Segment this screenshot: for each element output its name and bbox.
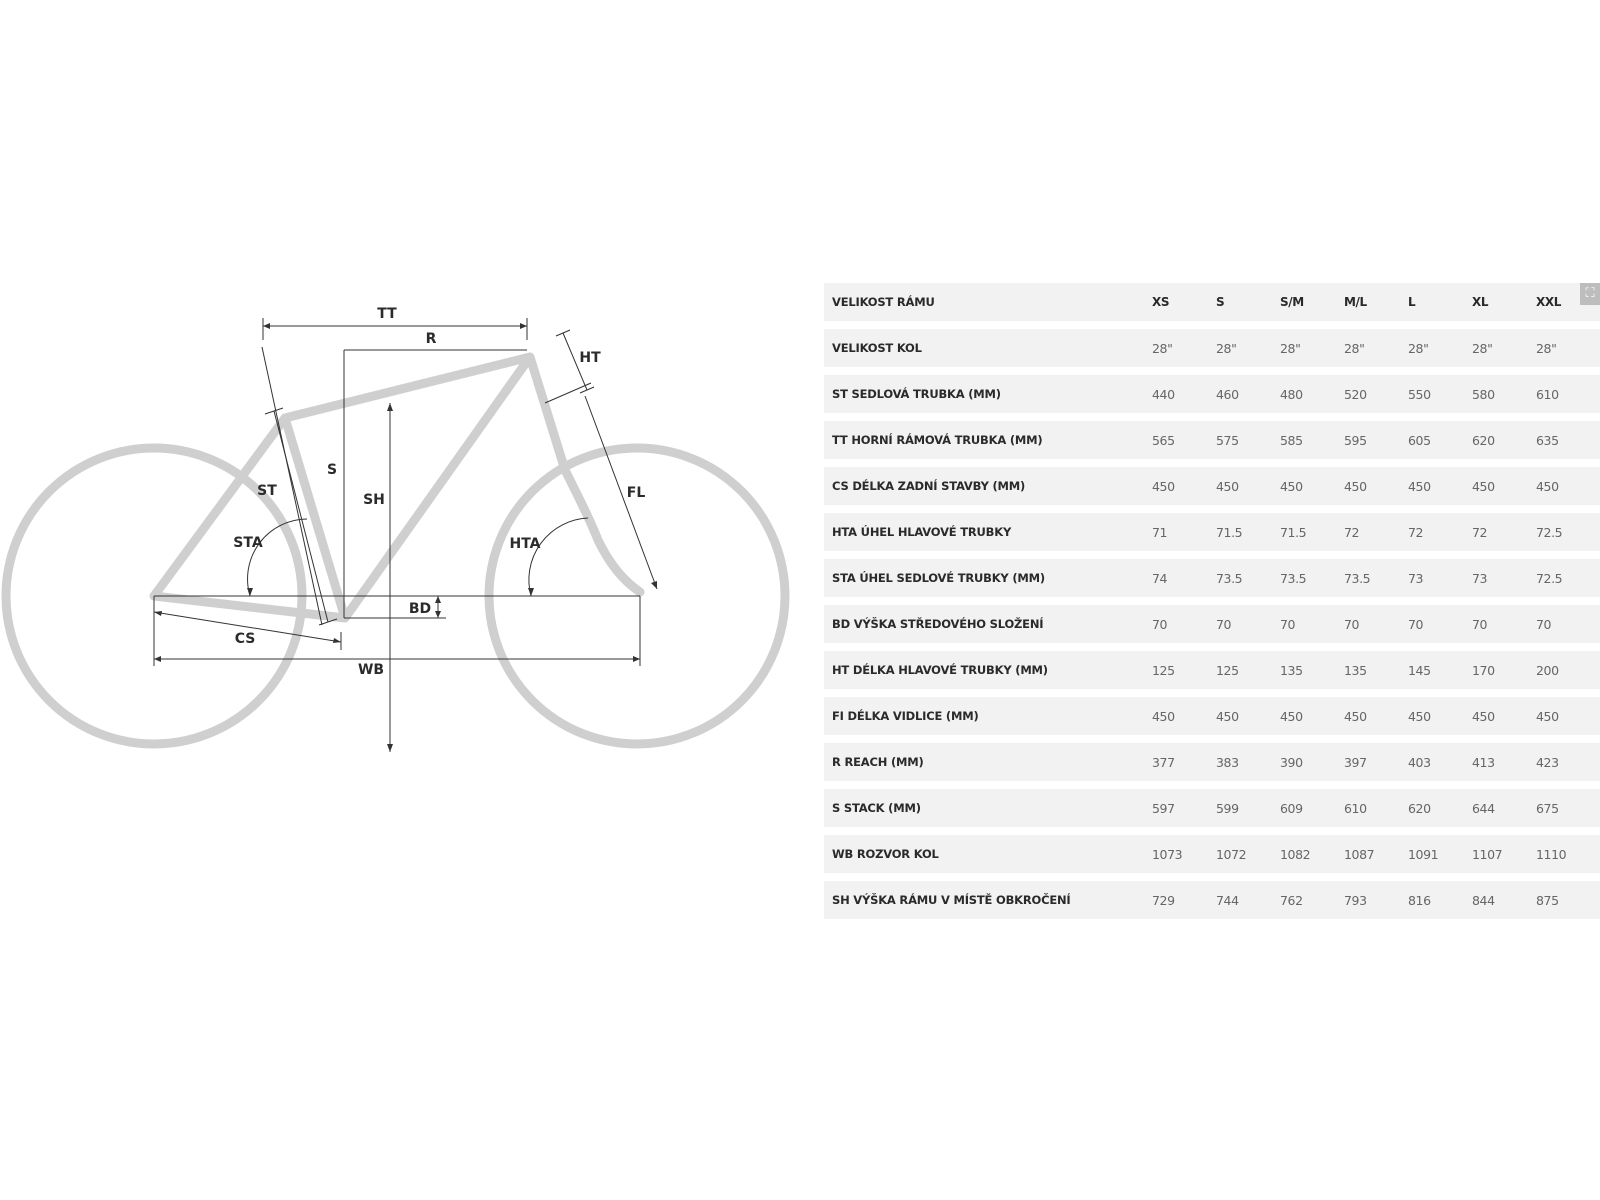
- table-cell: 71.5: [1280, 524, 1307, 540]
- label-cs: CS: [234, 631, 256, 647]
- table-body: [824, 329, 1600, 919]
- table-cell: 605: [1408, 432, 1431, 448]
- table-cell: 397: [1344, 754, 1367, 770]
- table-cell: 816: [1408, 892, 1431, 908]
- table-cell: 762: [1280, 892, 1303, 908]
- table-cell: 71.5: [1216, 524, 1243, 540]
- table-cell: 1087: [1344, 846, 1375, 862]
- table-cell: 1073: [1152, 846, 1183, 862]
- table-cell: 450: [1472, 708, 1495, 724]
- table-cell: 413: [1472, 754, 1495, 770]
- label-tt: TT: [377, 306, 397, 322]
- table-cell: 70: [1536, 616, 1552, 632]
- table-cell: 729: [1152, 892, 1175, 908]
- table-cell: 620: [1408, 800, 1431, 816]
- table-cell: 450: [1152, 478, 1175, 494]
- label-r: R: [425, 331, 437, 347]
- table-header-row: [824, 283, 1600, 321]
- table-cell: 170: [1472, 662, 1495, 678]
- table-row: [824, 513, 1600, 551]
- table-cell: 744: [1216, 892, 1239, 908]
- table-cell: 403: [1408, 754, 1431, 770]
- table-row: [824, 467, 1600, 505]
- table-row: [824, 651, 1600, 689]
- table-cell: 450: [1344, 478, 1367, 494]
- table-cell: 609: [1280, 800, 1303, 816]
- expand-icon[interactable]: ⛶: [1580, 283, 1600, 305]
- table-cell: 28": [1280, 340, 1301, 356]
- table-cell: 28": [1344, 340, 1365, 356]
- header-size: XL: [1472, 295, 1489, 309]
- label-wb: WB: [357, 662, 385, 678]
- table-cell: 597: [1152, 800, 1175, 816]
- table-cell: 675: [1536, 800, 1559, 816]
- table-cell: 70: [1344, 616, 1360, 632]
- table-cell: 72.5: [1536, 524, 1563, 540]
- label-ht: HT: [579, 350, 601, 366]
- table-cell: 423: [1536, 754, 1559, 770]
- header-size: L: [1408, 295, 1416, 309]
- table-cell: 73: [1408, 570, 1424, 586]
- table-cell: 72: [1408, 524, 1424, 540]
- table-cell: 550: [1408, 386, 1431, 402]
- table-cell: 635: [1536, 432, 1559, 448]
- table-cell: 71: [1152, 524, 1168, 540]
- table-cell: 70: [1408, 616, 1424, 632]
- table-cell: 73.5: [1216, 570, 1243, 586]
- row-label: SH VÝŠKA RÁMU V MÍSTĚ OBKROČENÍ: [832, 893, 1071, 907]
- row-label: BD VÝŠKA STŘEDOVÉHO SLOŽENÍ: [832, 617, 1044, 631]
- table-row: [824, 329, 1600, 367]
- table-row: [824, 789, 1600, 827]
- table-cell: 70: [1216, 616, 1232, 632]
- table-row: [824, 375, 1600, 413]
- table-cell: 585: [1280, 432, 1303, 448]
- table-cell: 793: [1344, 892, 1367, 908]
- table-cell: 135: [1344, 662, 1367, 678]
- row-label: HT DÉLKA HLAVOVÉ TRUBKY (MM): [832, 663, 1048, 677]
- table-cell: 28": [1472, 340, 1493, 356]
- table-cell: 200: [1536, 662, 1559, 678]
- table-cell: 70: [1152, 616, 1168, 632]
- table-cell: 73.5: [1280, 570, 1307, 586]
- table-cell: 440: [1152, 386, 1175, 402]
- table-cell: 145: [1408, 662, 1431, 678]
- table-cell: 595: [1344, 432, 1367, 448]
- row-label: ST SEDLOVÁ TRUBKA (MM): [832, 387, 1001, 401]
- row-label: STA ÚHEL SEDLOVÉ TRUBKY (MM): [832, 571, 1045, 585]
- header-size: S/M: [1280, 295, 1304, 309]
- row-label: S STACK (MM): [832, 801, 921, 815]
- table-row: [824, 421, 1600, 459]
- table-cell: 383: [1216, 754, 1239, 770]
- row-label: FI DÉLKA VIDLICE (MM): [832, 709, 979, 723]
- table-cell: 1107: [1472, 846, 1503, 862]
- row-label: WB ROZVOR KOL: [832, 847, 939, 861]
- header-size: M/L: [1344, 295, 1367, 309]
- label-sh: SH: [363, 492, 385, 508]
- table-cell: 28": [1408, 340, 1429, 356]
- table-cell: 125: [1216, 662, 1239, 678]
- table-cell: 72: [1344, 524, 1360, 540]
- table-cell: 135: [1280, 662, 1303, 678]
- table-cell: 1072: [1216, 846, 1247, 862]
- table-cell: 844: [1472, 892, 1495, 908]
- table-cell: 73: [1472, 570, 1488, 586]
- table-cell: 450: [1344, 708, 1367, 724]
- table-cell: 575: [1216, 432, 1239, 448]
- table-cell: 72: [1472, 524, 1488, 540]
- table-cell: 450: [1472, 478, 1495, 494]
- table-cell: 450: [1280, 478, 1303, 494]
- table-cell: 580: [1472, 386, 1495, 402]
- table-cell: 450: [1216, 708, 1239, 724]
- header-size: XXL: [1536, 295, 1561, 309]
- table-cell: 460: [1216, 386, 1239, 402]
- table-row: [824, 881, 1600, 919]
- table-cell: 620: [1472, 432, 1495, 448]
- table-cell: 70: [1280, 616, 1296, 632]
- table-cell: 450: [1408, 478, 1431, 494]
- header-size: XS: [1152, 295, 1170, 309]
- table-row: [824, 559, 1600, 597]
- table-cell: 610: [1536, 386, 1559, 402]
- table-cell: 73.5: [1344, 570, 1371, 586]
- table-cell: 610: [1344, 800, 1367, 816]
- table-cell: 450: [1408, 708, 1431, 724]
- table-cell: 72.5: [1536, 570, 1563, 586]
- label-fl: FL: [626, 485, 646, 501]
- label-sta: STA: [233, 535, 263, 551]
- table-cell: 377: [1152, 754, 1175, 770]
- row-label: VELIKOST KOL: [832, 341, 922, 355]
- table-cell: 599: [1216, 800, 1239, 816]
- table-row: [824, 605, 1600, 643]
- table-row: [824, 743, 1600, 781]
- table-cell: 28": [1536, 340, 1557, 356]
- table-cell: 1110: [1536, 846, 1567, 862]
- header-size: S: [1216, 295, 1225, 309]
- label-st: ST: [257, 483, 277, 499]
- table-row: [824, 697, 1600, 735]
- table-row: [824, 835, 1600, 873]
- table-cell: 28": [1216, 340, 1237, 356]
- table-cell: 644: [1472, 800, 1495, 816]
- table-cell: 520: [1344, 386, 1367, 402]
- table-cell: 28": [1152, 340, 1173, 356]
- label-hta: HTA: [509, 536, 541, 552]
- table-cell: 450: [1280, 708, 1303, 724]
- table-cell: 875: [1536, 892, 1559, 908]
- row-label: HTA ÚHEL HLAVOVÉ TRUBKY: [832, 525, 1012, 539]
- table-cell: 450: [1216, 478, 1239, 494]
- table-cell: 70: [1472, 616, 1488, 632]
- table-cell: 1082: [1280, 846, 1311, 862]
- bike-frame: [154, 357, 640, 618]
- label-bd: BD: [408, 601, 432, 617]
- row-label: R REACH (MM): [832, 755, 924, 769]
- row-label: CS DÉLKA ZADNÍ STAVBY (MM): [832, 479, 1026, 493]
- table-cell: 125: [1152, 662, 1175, 678]
- row-label: TT HORNÍ RÁMOVÁ TRUBKA (MM): [832, 433, 1043, 447]
- table-cell: 450: [1152, 708, 1175, 724]
- table-cell: 480: [1280, 386, 1303, 402]
- header-label: VELIKOST RÁMU: [832, 295, 935, 309]
- table-cell: 1091: [1408, 846, 1439, 862]
- table-cell: 450: [1536, 708, 1559, 724]
- table-cell: 565: [1152, 432, 1175, 448]
- table-cell: 390: [1280, 754, 1303, 770]
- geometry-table: [824, 283, 1600, 927]
- table-cell: 450: [1536, 478, 1559, 494]
- table-cell: 74: [1152, 570, 1168, 586]
- label-s: S: [326, 462, 338, 478]
